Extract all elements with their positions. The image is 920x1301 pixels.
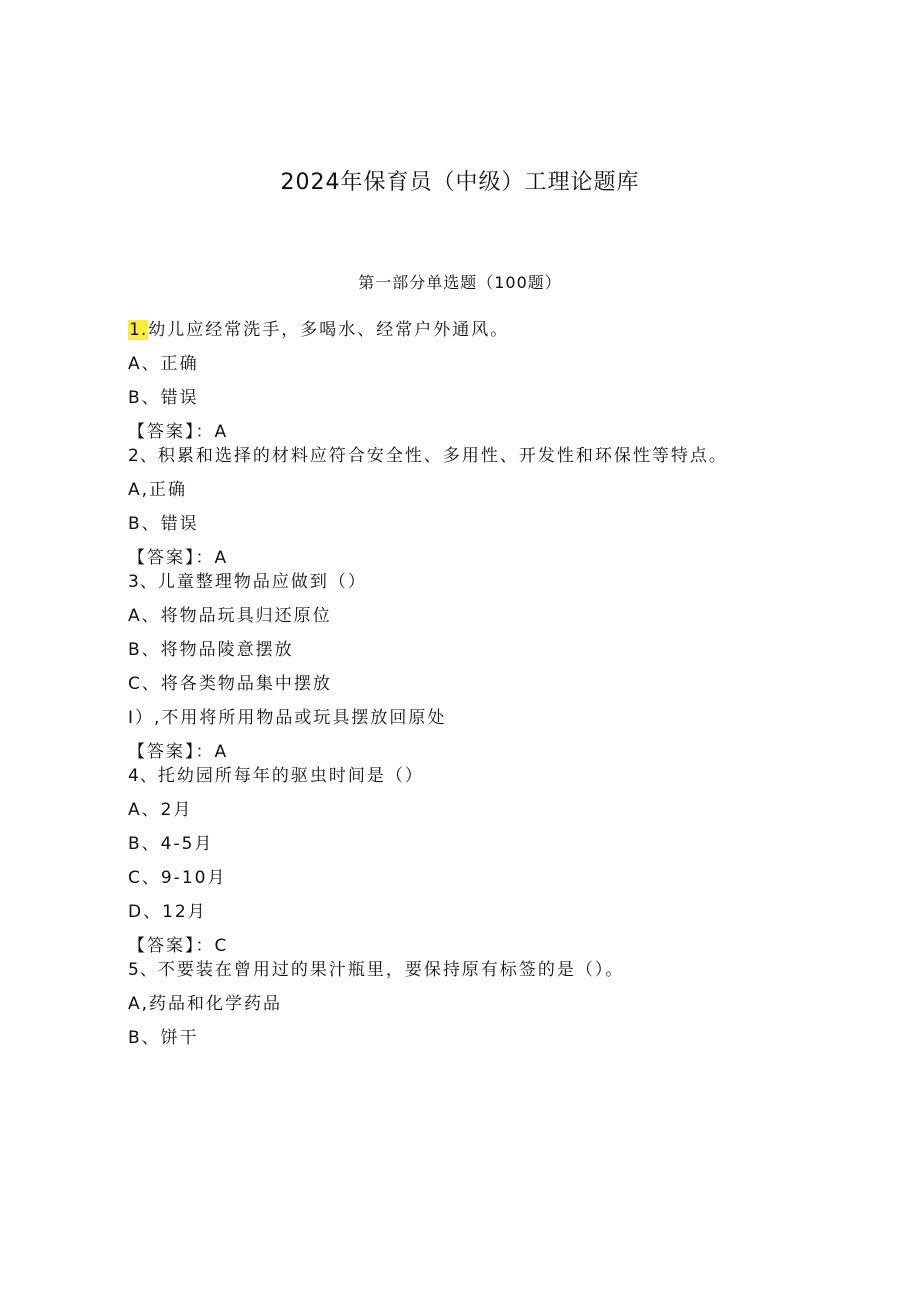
option-d: I）,不用将所用物品或玩具摆放回原处 <box>128 708 447 728</box>
question-2 <box>128 444 888 570</box>
option-d: D、12月 <box>128 902 207 922</box>
option-a: A、正确 <box>128 354 199 374</box>
question-stem <box>128 764 888 788</box>
question-number: 4、 <box>128 766 158 786</box>
question-stem <box>128 444 888 468</box>
question-text: 儿童整理物品应做到（） <box>157 572 367 592</box>
question-5 <box>128 958 888 1050</box>
answer-line: 【答案】：C <box>128 936 229 956</box>
question-stem <box>128 318 888 342</box>
question-number: 2、 <box>128 446 158 466</box>
option-c: C、将各类物品集中摆放 <box>128 674 332 694</box>
question-text: 不要装在曾用过的果汁瓶里，要保持原有标签的是（）。 <box>157 960 625 980</box>
question-stem <box>128 958 888 982</box>
question-3 <box>128 570 888 764</box>
question-number: 3、 <box>128 572 158 592</box>
option-a: A,药品和化学药品 <box>128 994 283 1014</box>
question-list <box>128 318 888 1050</box>
question-1 <box>128 318 888 444</box>
option-b: B、4-5月 <box>128 834 214 854</box>
option-c: C、9-10月 <box>128 868 227 888</box>
option-a: A、2月 <box>128 800 193 820</box>
option-a: A、将物品玩具归还原位 <box>128 606 332 626</box>
option-b: B、饼干 <box>128 1028 199 1048</box>
option-a: A,正确 <box>128 480 188 500</box>
option-b: B、将物品陵意摆放 <box>128 640 294 660</box>
question-number-highlighted: 1. <box>129 320 148 340</box>
section-heading: 第一部分单选题（100题） <box>358 273 562 292</box>
answer-line: 【答案】：A <box>128 548 229 568</box>
page-title: 2024年保育员（中级）工理论题库 <box>280 170 640 195</box>
question-4 <box>128 764 888 958</box>
question-stem <box>128 570 888 594</box>
question-text: 积累和选择的材料应符合安全性、多用性、开发性和环保性等特点。 <box>157 446 728 466</box>
option-b: B、错误 <box>128 388 199 408</box>
option-b: B、错误 <box>128 514 199 534</box>
question-number: 5、 <box>128 960 158 980</box>
question-text: 托幼园所每年的驱虫时间是（） <box>157 766 424 786</box>
question-text: 幼儿应经常洗手，多喝水、经常户外通风。 <box>148 320 510 340</box>
answer-line: 【答案】：A <box>128 742 229 762</box>
answer-line: 【答案】：A <box>128 422 229 442</box>
